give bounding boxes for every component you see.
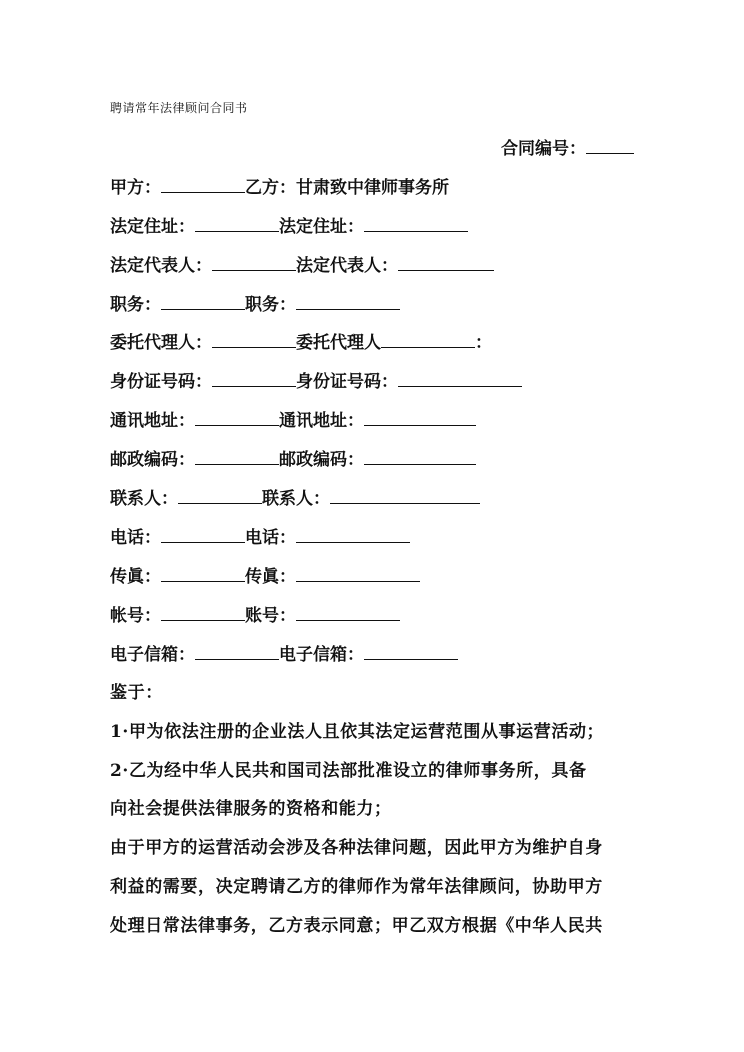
fax-line [110, 565, 420, 588]
phone-line [110, 526, 410, 549]
account-line [110, 604, 400, 627]
email-line [110, 643, 458, 666]
rep-line [110, 254, 494, 277]
rep-a-blank[interactable] [212, 254, 296, 271]
address-a-blank[interactable] [195, 215, 279, 232]
contact-a-blank[interactable] [178, 487, 262, 504]
fax-b-blank[interactable] [296, 565, 420, 582]
mail-a-blank[interactable] [195, 409, 279, 426]
position-a-blank[interactable] [161, 293, 245, 310]
contact-line [110, 487, 480, 510]
position-a-label: 职务： [110, 295, 161, 315]
phone-a-blank[interactable] [161, 526, 245, 543]
rep-b-blank[interactable] [398, 254, 494, 271]
id-a-blank[interactable] [212, 370, 296, 387]
email-a-label: 电子信箱： [110, 645, 195, 665]
position-line [110, 293, 400, 316]
email-a-blank[interactable] [195, 643, 279, 660]
body-paragraph-line-3: 处理日常法律事务，乙方表示同意；甲乙双方根据《中华人民共 [110, 916, 603, 936]
party-b-label: 乙方：甘肃致中律师事务所 [245, 178, 449, 198]
address-line [110, 215, 468, 238]
party-a-label: 甲方： [110, 178, 161, 198]
address-b-label: 法定住址： [279, 217, 364, 237]
postcode-a-blank[interactable] [195, 448, 279, 465]
id-b-label: 身份证号码： [296, 372, 398, 392]
id-a-label: 身份证号码： [110, 372, 212, 392]
contract-number-blank[interactable] [586, 137, 634, 154]
postcode-b-label: 邮政编码： [279, 450, 364, 470]
phone-b-label: 电话： [245, 528, 296, 548]
agent-a-blank[interactable] [212, 331, 296, 348]
id-line [110, 370, 522, 393]
account-a-blank[interactable] [161, 604, 245, 621]
address-b-blank[interactable] [364, 215, 468, 232]
contact-b-label: 联系人： [262, 489, 330, 509]
whereas-item-2-line-1: 2·乙为经中华人民共和国司法部批准设立的律师事务所，具备 [110, 761, 587, 781]
contact-a-label: 联系人： [110, 489, 178, 509]
account-b-label: 账号： [245, 606, 296, 626]
email-b-blank[interactable] [364, 643, 458, 660]
party-a-blank[interactable] [161, 176, 245, 193]
address-a-label: 法定住址： [110, 217, 195, 237]
id-b-blank[interactable] [398, 370, 522, 387]
party-line [110, 176, 449, 199]
contact-b-blank[interactable] [330, 487, 480, 504]
rep-a-label: 法定代表人： [110, 256, 212, 276]
position-b-label: 职务： [245, 295, 296, 315]
phone-a-label: 电话： [110, 528, 161, 548]
mail-b-blank[interactable] [364, 409, 476, 426]
body-paragraph-line-1: 由于甲方的运营活动会涉及各种法律问题，因此甲方为维护自身 [110, 838, 603, 858]
body-paragraph-line-2: 利益的需要，决定聘请乙方的律师作为常年法律顾问，协助甲方 [110, 877, 603, 897]
account-a-label: 帐号： [110, 606, 161, 626]
phone-b-blank[interactable] [296, 526, 410, 543]
postcode-line [110, 448, 476, 471]
contract-number-label: 合同编号： [501, 139, 586, 159]
fax-b-label: 传眞： [245, 567, 296, 587]
mail-address-line [110, 409, 476, 432]
account-b-blank[interactable] [296, 604, 400, 621]
agent-b-colon: ： [475, 333, 492, 353]
whereas-item-2-line-2: 向社会提供法律服务的资格和能力； [110, 799, 392, 819]
mail-a-label: 通讯地址： [110, 411, 195, 431]
fax-a-blank[interactable] [161, 565, 245, 582]
postcode-a-label: 邮政编码： [110, 450, 195, 470]
whereas-heading: 鉴于： [110, 683, 163, 703]
contract-number [501, 134, 634, 159]
fax-a-label: 传眞： [110, 567, 161, 587]
rep-b-label: 法定代表人： [296, 256, 398, 276]
agent-a-label: 委托代理人： [110, 333, 212, 353]
agent-b-label: 委托代理人 [296, 333, 381, 353]
mail-b-label: 通讯地址： [279, 411, 364, 431]
agent-line [110, 331, 492, 354]
position-b-blank[interactable] [296, 293, 400, 310]
email-b-label: 电子信箱： [279, 645, 364, 665]
postcode-b-blank[interactable] [364, 448, 476, 465]
document-title: 聘请常年法律顾问合同书 [110, 101, 248, 115]
whereas-item-1: 1·甲为依法注册的企业法人且依其法定运营范围从事运营活动； [110, 722, 605, 742]
agent-b-blank[interactable] [381, 331, 475, 348]
